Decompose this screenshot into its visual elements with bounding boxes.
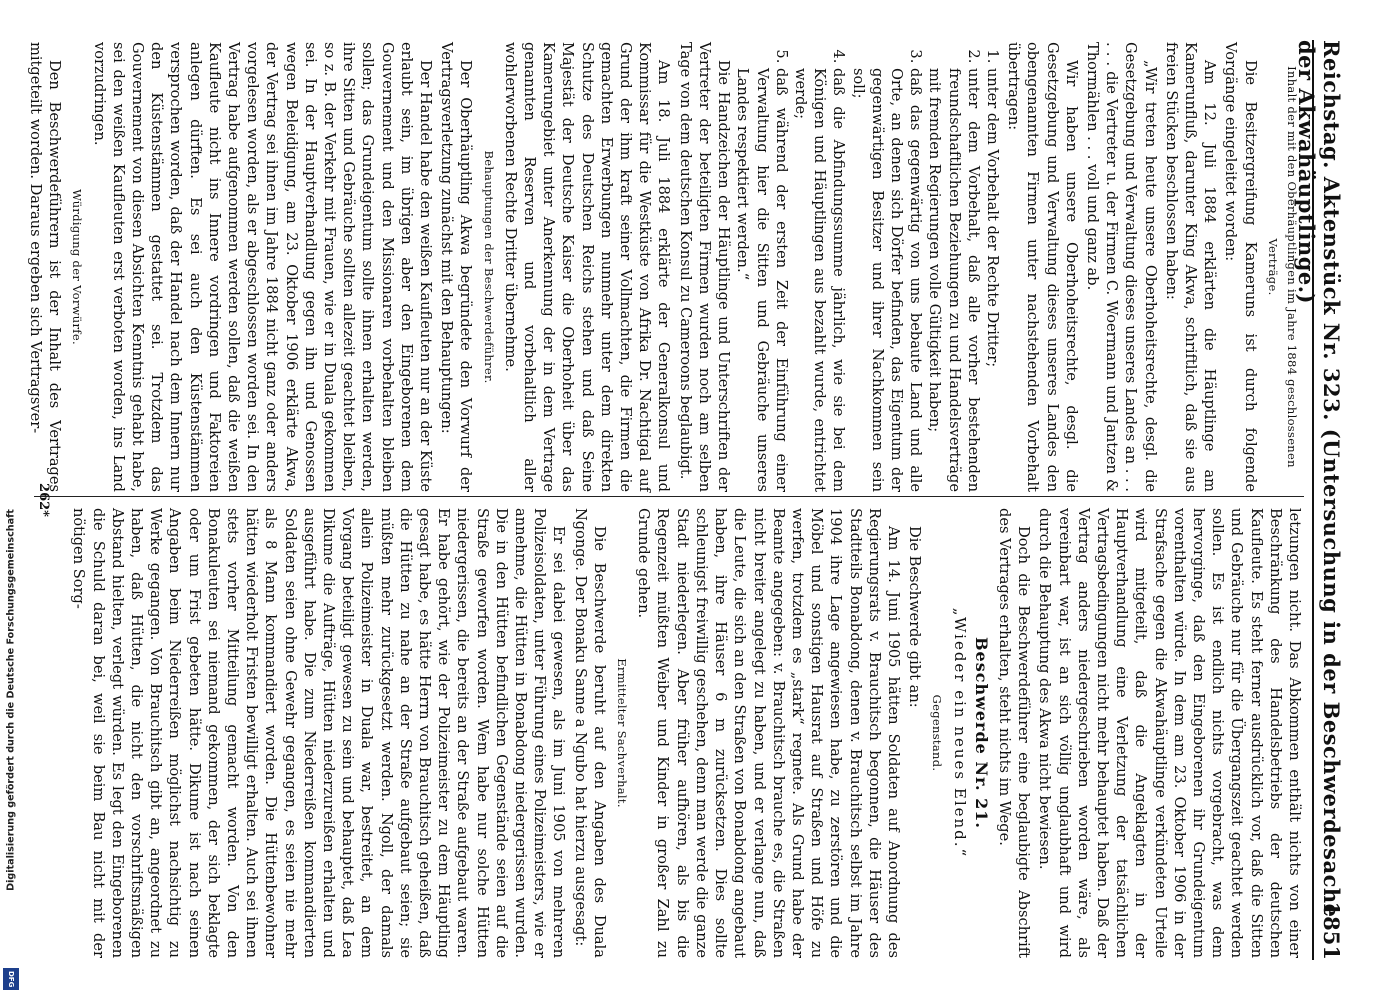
paragraph: letzungen nicht. Das Abkommen enthält nichts von einer Beschränkung des Handelsbetriebs der deutschen Kaufleute. Es steht ferner ausdrücklich vor, daß die Sitten und Gebräuche nur für die Übergangszeit geachtet werden sollen. Es ist endlich nichts vorgebracht, was dem hervorginge, daß den Eingeborenen ihr Grundeigentum vorenthalten würde. In dem am 23. Oktober 1906 in der Strafsache gegen die Akwahäuptlinge verkündeten Urteile wird mitgeteilt, daß die Angeklagten in der Hauptverhandlung eine Verletzung der tatsächlichen Vertragsbedingungen nicht mehr behauptet haben. Daß der Vertrag anders niedergeschrieben worden wäre, als vereinbart war, ist an sich völlig unglaubhaft und wird durch die Behauptung des Akwa nicht bewiesen. [1036,508,1303,958]
paragraph: Die Beschwerde gibt an: [906,526,924,708]
section-caption: Gegenstand. [930,694,945,772]
running-header [1294,40,1348,960]
section-subtitle: „Wieder ein neues Elend.“ [950,607,969,859]
intro-caption: Inhalt der mit den Oberhäuptlingen im Jahre 1884 geschlossenen Verträge. [1265,66,1299,468]
paragraph: Die Beschwerde beruht auf den Angaben des Duala Ngonge. Der Bonaku Sanne a Ngubo hat hierzu ausgesagt: [571,508,608,958]
list-item: 2. unter dem Vorbehalt, daß alle vorher bestehenden freundschaftlichen Beziehungen zu und Handelsverträge mit fremden Regierungen volle Gültigkeit haben; [925,68,983,492]
paragraph: Am 18. Juli 1884 erklärte der Generalkonsul und Kommissar für die Westküste von Afrika Dr. Nachtigal auf Grund der ihm kraft seiner Vollmachten, die Firmen die gemachten Erwerbungen nunmehr unter dem direkten Schutze des Deutschen Reichs stehen und daß Seine Majestät der Deutsche Kaiser die Oberhoheit über das Kamerungebiet unter Anerkennung der in dem Vertrage genannten Reserven und vorbehaltlich aller wohlerworbenen Rechte Dritter übernehme. [501,42,673,492]
page-number: 1851 [1319,901,1344,960]
paragraph: Am 14. Juni 1905 hätten Soldaten auf Anordnung des Regierungsrats v. Brauchitsch begonnen, die Häuser des Stadtteils Bonabdong, denen v. Brauchitsch selbst im Jahre 1904 ihre Lage angewiesen habe, zu zerstören und die Möbel und sonstigen Hausrat auf Straßen und Höfe zu werfen, trotzdem es „stark“ regnete. Als Grund habe der Beamte angegeben: v. Brauchitsch brauche es, die Straßen nicht breiter angelegt zu haben, und er verlange nun, daß die Leute, die sich an den Straßen von Bonabdong angebaut haben, ihre Häuser 6 m zurücksetzen. Dies sollte schleunigst freiwillig geschehen, denn man werde die ganze Stadt niederlegen. Aber früher aufhören, als bis die Regenzeit müßten Weiber und Kinder in großer Zahl zu Grunde gehen. [635,508,902,958]
paragraph: Doch die Beschwerdeführer eine beglaubigte Abschrift des Vertrages erhalten, steht nichts im Wege. [995,508,1033,958]
paragraph: Der Oberhäuptling Akwa begründete den Vorwurf der Vertragsverletzung zunächst mit den Behauptungen: [438,42,475,492]
list-item: 3. daß das gegenwärtig von uns bebaute Land und alle Orte, an denen sich Dörfer befinden, das Eigentum der gegenwärtigen Besitzer und ihrer Nachkommen sein soll; [848,68,925,492]
reservations-list [733,42,1002,492]
list-item: 5. daß während der ersten Zeit der Einführung einer Verwaltung hier die Sitten und Gebräuche unseres Landes respektiert werden.“ [733,68,791,492]
paragraph: Der Handel habe den weißen Kaufleuten nur an der Küste erlaubt sein, im übrigen aber den Eingeborenen dem Gouvernement und den Missionaren vorbehalten bleiben sollen; das Grundeigentum sollte ihnen erhalten werden, ihre Sitten und Gebräuche sollten allezeit geachtet bleiben, so z. B. der Verkehr mit Frauen, wie er in Duala gekommen sei. In der Hauptverhandlung gegen ihn und Genossen wegen Beleidigung, am 23. Oktober 1906 erklärte Akwa, der Vertrag sei ihnen im Jahre 1884 nicht ganz oder anders vorgelesen worden, als er abgeschlossen worden sei. In den Vertrag habe aufgenommen werden sollen, daß die weißen Kaufleute nicht ins Innere vordringen und Faktoreien anlegen dürften. Es sei auch den Küstenstämmen versprochen worden, daß der Handel nach dem Innern nur den Küstenstämmen gestattet sei. Trotzdem das Gouvernement von diesen Absichten Kenntnis gehabt habe, sei den weißen Kaufleuten erst verboten worden, ins Land vorzudringen. [90,42,435,492]
rotated-document [26,30,1356,970]
section-caption: Ermittelter Sachverhalt. [615,658,630,808]
paragraph: Die Besitzergreifung Kameruns ist durch folgende Vorgänge eingeleitet worden: [1222,42,1259,492]
sheet-signature: 262* [36,483,51,517]
paragraph: Die Handzeichen der Häuptlinge und Unterschriften der Vertreter der beteiligten Firmen wurden noch am selben Tage von dem deutschen Konsul zu Cameroons beglaubigt. [676,42,733,492]
paragraph: Er sei dabei gewesen, als im Juni 1905 von mehreren Polizeisoldaten, unter Führung eines Polizeimeisters, wie er annehme, die Hütten in Bonabdong niedergerissen wurden. Die in den Hütten befindlichen Gegenstände seien auf die Straße geworfen worden. Wem habe nur solche Hütten niedergerissen, die bereits an der Straße aufgebaut waren. Er habe gehört, wie der Polizeimeister zu dem Häuptling gesagt habe, es hätte Herrn von Brauchitsch geheißen, daß die Hütten zu nahe an der Straße aufgebaut seien; sie müßten mehr zurückgesetzt werden. Ngoll, der damals allein Polizeimeister in Duala war, bestreitet, an dem Vorgang beteiligt gewesen zu sein und behauptet, daß Lea Dikume die Aufträge, Hütten niederzureißen erhalten und ausgeführt habe. Die zum Niederreißen kommandierten Soldaten seien ohne Gewehr gegangen, es seien nie mehr als 8 Mann kommandiert worden. Die Hüttenbewohner hätten wiederholt Fristen bewilligt erhalten. Auch sei ihnen stets vorher Mitteilung gemacht worden. Von den Bonakuleuten sei niemand gekommen, der sich beklagte oder um Frist gebeten hätte. Dikume ist nach seinen Angaben beim Niederreißen möglichst nachsichtig zu Werke gegangen. Von Brauchitsch gibt an, angeordnet zu haben, daß Hütten, die nicht den vorschriftsmäßigen Abstand hielten, verlegt würden. Es legt den Eingeborenen die Schuld daran bei, weil sie beim Bau nicht mit der nötigen Sorg- [70,508,568,958]
right-column [67,508,1304,958]
left-column [24,42,1304,492]
paragraph: Wir haben unsere Oberhoheitsrechte, desgl. die Gesetzgebung und Verwaltung dieses unseres Landes den obengenannten Firmen unter nachstehenden Vorbehalt übertragen: [1005,42,1080,492]
dfg-logo: DFG [3,968,19,990]
header-title: Reichstag. Aktenstück Nr. 323. (Untersuchung in der Beschwerdesache der Akwahäuptlinge.) [1294,40,1344,918]
digitization-sidebar [0,0,22,1000]
paragraph: „Wir treten heute unsere Oberhoheitsrechte, desgl. die Gesetzgebung und Verwaltung dieses unseres Landes an . . . . . . die Vertreter u. der Firmen C. Woermann und Jantzen & Thormählen . . . voll und ganz ab. [1083,42,1159,492]
funding-notice: Digitalisierung gefördert durch die Deutsche Forschungsgemeinschaft [5,509,17,891]
section-heading: Beschwerde Nr. 21. [971,637,991,829]
list-item: 1. unter dem Vorbehalt der Rechte Dritter; [983,68,1002,492]
column-divider [34,496,1304,497]
list-item: 4. daß die Abfindungssumme jährlich, wie sie bei dem Königen und Häuptlingen aus bezahlt wurde, entrichtet werde; [791,68,849,492]
section-caption: Behauptungen der Beschwerdeführer. [481,150,496,384]
section-caption: Würdigung der Vorwürfe. [70,189,85,345]
paragraph: Am 12. Juli 1884 erklärten die Häuptlinge am Kamerunfluß, darunter King Akwa, schriftlich, daß sie aus freien Stücken beschlossen haben: [1162,42,1219,492]
paragraph: Den Beschwerdeführern ist der Inhalt des Vertrages mitgeteilt worden. Daraus ergeben sich Vertragsver- [27,42,64,492]
